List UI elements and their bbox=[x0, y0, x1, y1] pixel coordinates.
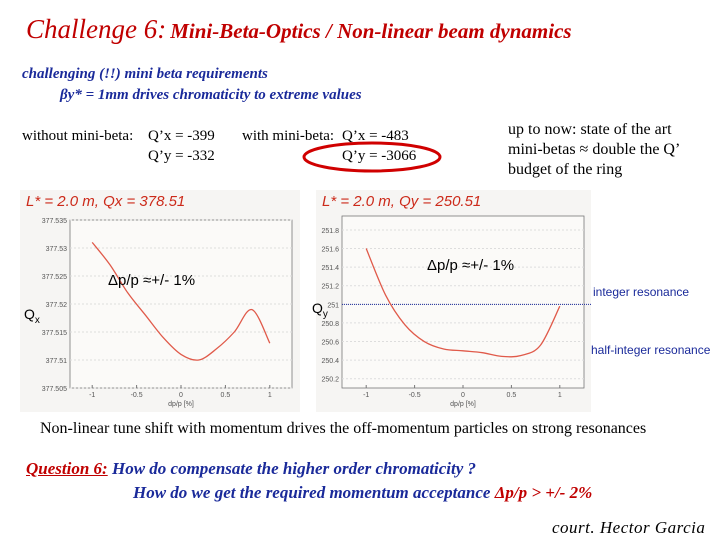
y-tick-label: 377.515 bbox=[41, 330, 67, 337]
dp-label-left: Δp/p ≈+/- 1% bbox=[108, 272, 196, 289]
question-text-2: How do we get the required momentum acceptance bbox=[133, 483, 495, 502]
qy-plot-svg bbox=[316, 190, 591, 412]
x-tick-label: -1 bbox=[363, 392, 370, 399]
x-tick-label: 0 bbox=[461, 392, 465, 399]
question-highlight: Δp/p > +/- 2% bbox=[494, 483, 593, 502]
qx-plot-svg bbox=[20, 190, 300, 412]
slide-title bbox=[26, 14, 572, 45]
without-minibeta-qy: Q’y = -332 bbox=[148, 148, 215, 164]
x-axis-label: dp/p [%] bbox=[168, 401, 194, 408]
title-rest: Mini-Beta-Optics / Non-linear beam dynamics bbox=[170, 19, 572, 43]
qx-plot bbox=[20, 190, 300, 412]
x-tick-label: -0.5 bbox=[130, 392, 143, 399]
dp-label-right: Δp/p ≈+/- 1% bbox=[427, 257, 515, 274]
x-tick-label: 0.5 bbox=[506, 392, 517, 399]
y-tick-label: 251 bbox=[327, 302, 339, 310]
y-tick-label: 377.53 bbox=[45, 246, 67, 253]
subtitle-line1: challenging (!!) mini beta requirements bbox=[22, 66, 268, 82]
y-tick-label: 377.525 bbox=[41, 274, 67, 281]
y-tick-label: 250.6 bbox=[321, 339, 339, 347]
y-tick-label: 250.4 bbox=[321, 358, 339, 366]
x-tick-label: -0.5 bbox=[408, 392, 421, 399]
state-of-art-note: up to now: state of the art mini-betas ≈ double the Q’ budget of the ring bbox=[508, 121, 680, 178]
y-tick-label: 251.2 bbox=[321, 283, 339, 291]
without-minibeta-label: without mini-beta: bbox=[22, 128, 134, 144]
x-tick-label: 1 bbox=[267, 392, 272, 399]
x-tick-label: 0.5 bbox=[220, 392, 231, 399]
qy-plot-title: L* = 2.0 m, Qy = 250.51 bbox=[322, 193, 482, 210]
credit: court. Hector Garcia bbox=[552, 518, 706, 537]
subtitle-line2: βy* = 1mm drives chromaticity to extreme values bbox=[60, 87, 362, 103]
without-minibeta-qx: Q’x = -399 bbox=[148, 128, 215, 144]
x-tick-label: -1 bbox=[89, 392, 96, 399]
y-tick-label: 250.2 bbox=[321, 376, 339, 384]
y-tick-label: 377.51 bbox=[45, 358, 67, 365]
y-tick-label: 251.6 bbox=[321, 246, 339, 254]
integer-resonance-label: integer resonance bbox=[593, 285, 690, 299]
with-minibeta-label: with mini-beta: bbox=[242, 128, 335, 144]
question-text-1: How do compensate the higher order chromaticity ? bbox=[111, 459, 477, 478]
y-tick-label: 250.8 bbox=[321, 320, 339, 328]
question-line2 bbox=[133, 483, 592, 503]
qx-label: $Q_x$ bbox=[24, 306, 40, 326]
title-main: Challenge 6: bbox=[26, 14, 167, 44]
y-tick-label: 377.535 bbox=[41, 218, 67, 225]
highlight-ellipse bbox=[300, 140, 445, 176]
x-axis-label: dp/p [%] bbox=[450, 401, 476, 408]
with-minibeta-qy: Q’y = -3066 bbox=[342, 148, 417, 164]
plot-frame bbox=[342, 216, 584, 388]
x-tick-label: 1 bbox=[557, 392, 562, 399]
summary-text: Non-linear tune shift with momentum drives the off-momentum particles on strong resonances bbox=[40, 420, 647, 437]
qy-label: $Q_y$ bbox=[312, 300, 328, 320]
question-label: Question 6: bbox=[26, 459, 108, 478]
x-tick-label: 0 bbox=[179, 392, 183, 399]
y-tick-label: 251.4 bbox=[321, 265, 339, 273]
qy-plot bbox=[316, 190, 591, 412]
with-minibeta-qx: Q’x = -483 bbox=[342, 128, 409, 144]
qx-plot-title: L* = 2.0 m, Qx = 378.51 bbox=[26, 193, 186, 210]
half-integer-resonance-label: half-integer resonance bbox=[591, 343, 711, 357]
y-tick-label: 377.52 bbox=[45, 302, 67, 309]
y-tick-label: 377.505 bbox=[41, 386, 67, 393]
y-tick-label: 251.8 bbox=[321, 227, 339, 235]
question-line1 bbox=[26, 459, 476, 479]
